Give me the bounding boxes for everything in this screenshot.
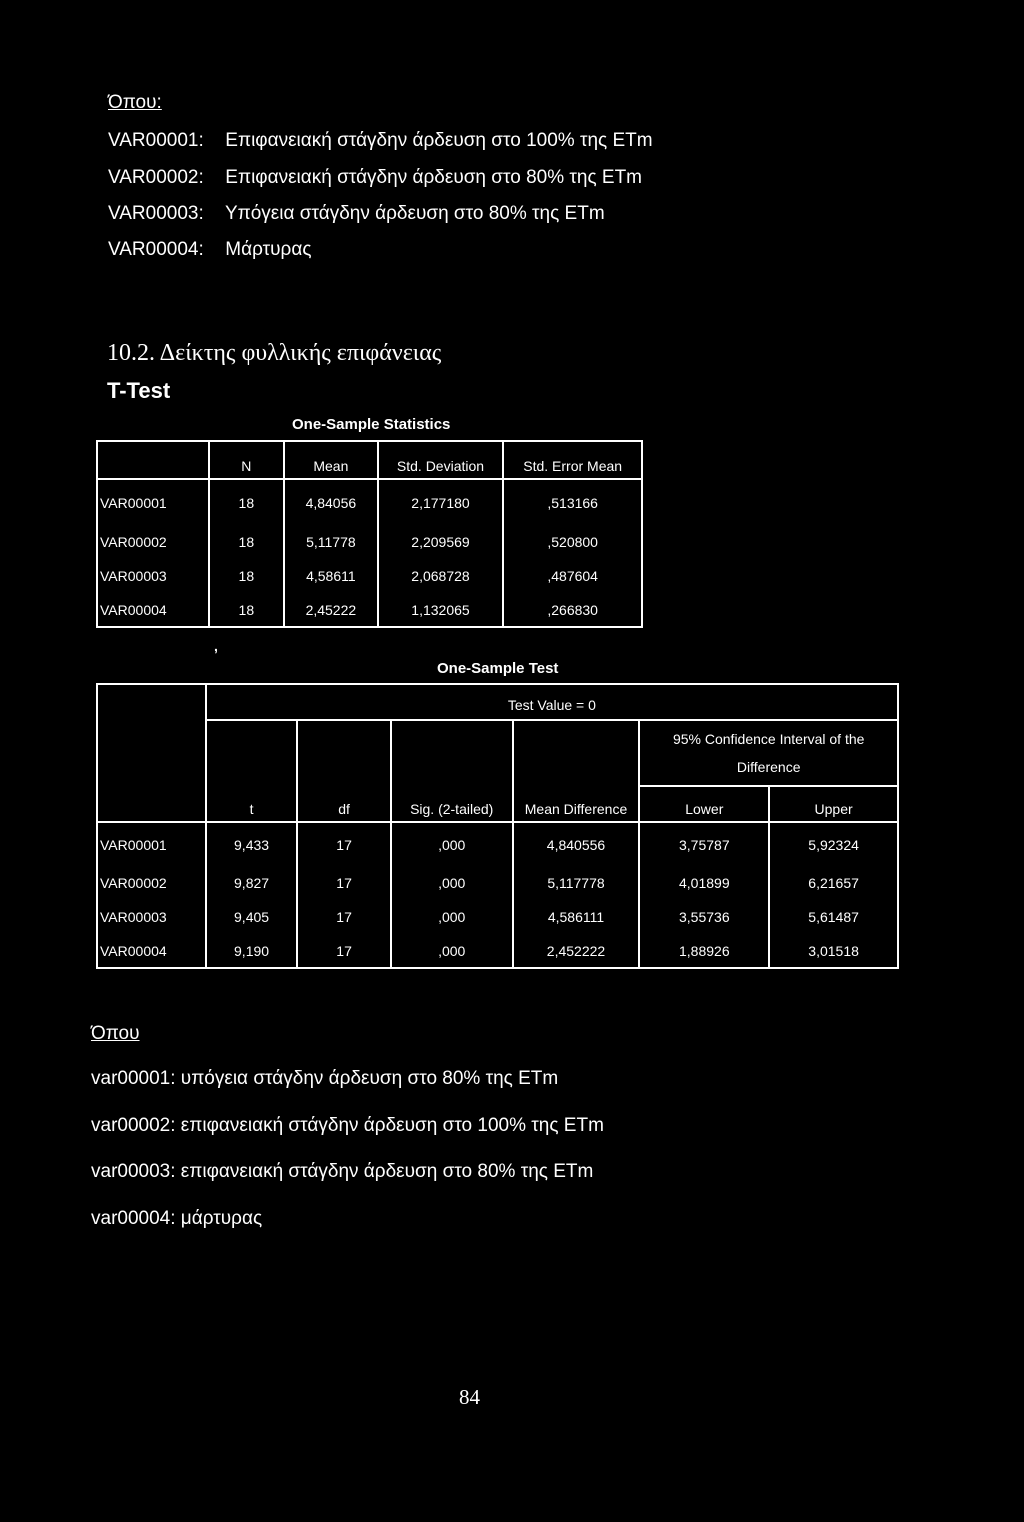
legend-code: var00001: <box>91 1068 176 1089</box>
table-cell: 9,190 <box>206 934 298 968</box>
legend-code: var00004: <box>91 1208 176 1229</box>
table-row <box>97 479 642 525</box>
stats-header-cell <box>97 441 209 479</box>
table-cell: 3,55736 <box>639 900 769 934</box>
test-value-row <box>97 684 898 720</box>
table-cell: 4,01899 <box>639 866 769 900</box>
row-label: VAR00001 <box>97 822 206 866</box>
ci-header-line: 95% Confidence Interval of the <box>672 731 865 747</box>
table-cell: 17 <box>297 900 390 934</box>
legend-item <box>91 1208 262 1230</box>
legend-item <box>91 1068 558 1090</box>
stats-table <box>96 440 643 628</box>
table-cell: 9,827 <box>206 866 298 900</box>
test-table-title: One-Sample Test <box>437 660 559 677</box>
table-cell: ,000 <box>391 934 513 968</box>
table-cell: 3,75787 <box>639 822 769 866</box>
row-label: VAR00004 <box>97 934 206 968</box>
table-cell: 2,209569 <box>378 525 504 559</box>
table-row <box>97 559 642 593</box>
table-row <box>97 822 898 866</box>
stats-header-cell: N <box>209 441 284 479</box>
legend-desc: Επιφανειακή στάγδην άρδευση στο 80% της ETm <box>225 167 643 188</box>
table-cell: 17 <box>297 822 390 866</box>
legend-title: Όπου <box>91 1023 140 1044</box>
table-cell: 1,132065 <box>378 593 504 627</box>
table-cell: 9,433 <box>206 822 298 866</box>
legend-desc: Μάρτυρας <box>225 239 312 260</box>
table-cell: 4,840556 <box>513 822 640 866</box>
table-cell: ,000 <box>391 822 513 866</box>
legend-desc: επιφανειακή στάγδην άρδευση στο 100% της ETm <box>180 1115 604 1136</box>
stray-mark: , <box>214 638 218 654</box>
table-row <box>97 525 642 559</box>
table-row <box>97 866 898 900</box>
ci-header-line: Difference <box>736 759 801 775</box>
table-cell: 4,58611 <box>284 559 378 593</box>
table-cell: 5,117778 <box>513 866 640 900</box>
stats-header-cell: Mean <box>284 441 378 479</box>
table-cell: ,487604 <box>503 559 642 593</box>
table-cell: 5,11778 <box>284 525 378 559</box>
legend-desc: Επιφανειακή στάγδην άρδευση στο 100% της ETm <box>225 130 653 151</box>
legend-item <box>91 1115 604 1137</box>
table-cell: 1,88926 <box>639 934 769 968</box>
table-row <box>97 934 898 968</box>
legend-code: VAR00001: <box>108 130 204 151</box>
row-label: VAR00003 <box>97 900 206 934</box>
table-cell: 18 <box>209 593 284 627</box>
legend-code: VAR00004: <box>108 239 204 260</box>
table-cell: ,000 <box>391 866 513 900</box>
section-heading: 10.2. Δείκτης φυλλικής επιφάνειας <box>107 340 442 366</box>
table-cell: 2,177180 <box>378 479 504 525</box>
table-cell: 5,61487 <box>769 900 898 934</box>
test-value-header: Test Value = 0 <box>206 684 898 720</box>
legend-desc: Υπόγεια στάγδην άρδευση στο 80% της ETm <box>224 203 605 224</box>
legend-desc: υπόγεια στάγδην άρδευση στο 80% της ETm <box>180 1068 559 1089</box>
table-cell: 5,92324 <box>769 822 898 866</box>
legend-item <box>108 239 311 261</box>
table-cell: 9,405 <box>206 900 298 934</box>
stats-table-title: One-Sample Statistics <box>292 416 451 433</box>
table-cell: 4,84056 <box>284 479 378 525</box>
table-cell: ,266830 <box>503 593 642 627</box>
corner-cell <box>97 684 206 822</box>
table-cell: ,520800 <box>503 525 642 559</box>
table-cell: 3,01518 <box>769 934 898 968</box>
test-header-cell: Upper <box>769 786 898 822</box>
stats-header-cell: Std. Deviation <box>378 441 504 479</box>
test-table <box>96 683 899 969</box>
legend-code: var00002: <box>91 1115 176 1136</box>
legend-code: VAR00003: <box>108 203 204 224</box>
table-cell: 18 <box>209 479 284 525</box>
legend-desc: μάρτυρας <box>180 1208 263 1229</box>
table-cell: ,000 <box>391 900 513 934</box>
legend-item <box>108 167 642 189</box>
table-cell: 6,21657 <box>769 866 898 900</box>
table-cell: 18 <box>209 559 284 593</box>
page-number: 84 <box>459 1385 480 1409</box>
stats-header-row <box>97 441 642 479</box>
stats-header-cell: Std. Error Mean <box>503 441 642 479</box>
legend-code: var00003: <box>91 1161 176 1182</box>
legend-title: Όπου: <box>108 92 162 113</box>
ci-header <box>639 720 898 786</box>
legend-item <box>91 1161 593 1183</box>
table-cell: 2,068728 <box>378 559 504 593</box>
table-row <box>97 593 642 627</box>
legend-item <box>108 203 605 225</box>
table-cell: 2,45222 <box>284 593 378 627</box>
test-header-cell: Sig. (2-tailed) <box>391 720 513 822</box>
table-cell: ,513166 <box>503 479 642 525</box>
table-cell: 4,586111 <box>513 900 640 934</box>
row-label: VAR00003 <box>97 559 209 593</box>
row-label: VAR00002 <box>97 866 206 900</box>
ttest-label: T-Test <box>107 378 171 403</box>
table-cell: 18 <box>209 525 284 559</box>
test-header-cell: df <box>297 720 390 822</box>
row-label: VAR00001 <box>97 479 209 525</box>
legend-desc: επιφανειακή στάγδην άρδευση στο 80% της ETm <box>180 1161 594 1182</box>
test-header-cell: Mean Difference <box>513 720 640 822</box>
ci-header-row <box>97 720 898 786</box>
test-header-cell: t <box>206 720 298 822</box>
table-cell: 2,452222 <box>513 934 640 968</box>
legend-code: VAR00002: <box>108 167 204 188</box>
table-row <box>97 900 898 934</box>
row-label: VAR00004 <box>97 593 209 627</box>
table-cell: 17 <box>297 934 390 968</box>
legend-item <box>108 130 653 152</box>
row-label: VAR00002 <box>97 525 209 559</box>
table-cell: 17 <box>297 866 390 900</box>
test-header-cell: Lower <box>639 786 769 822</box>
